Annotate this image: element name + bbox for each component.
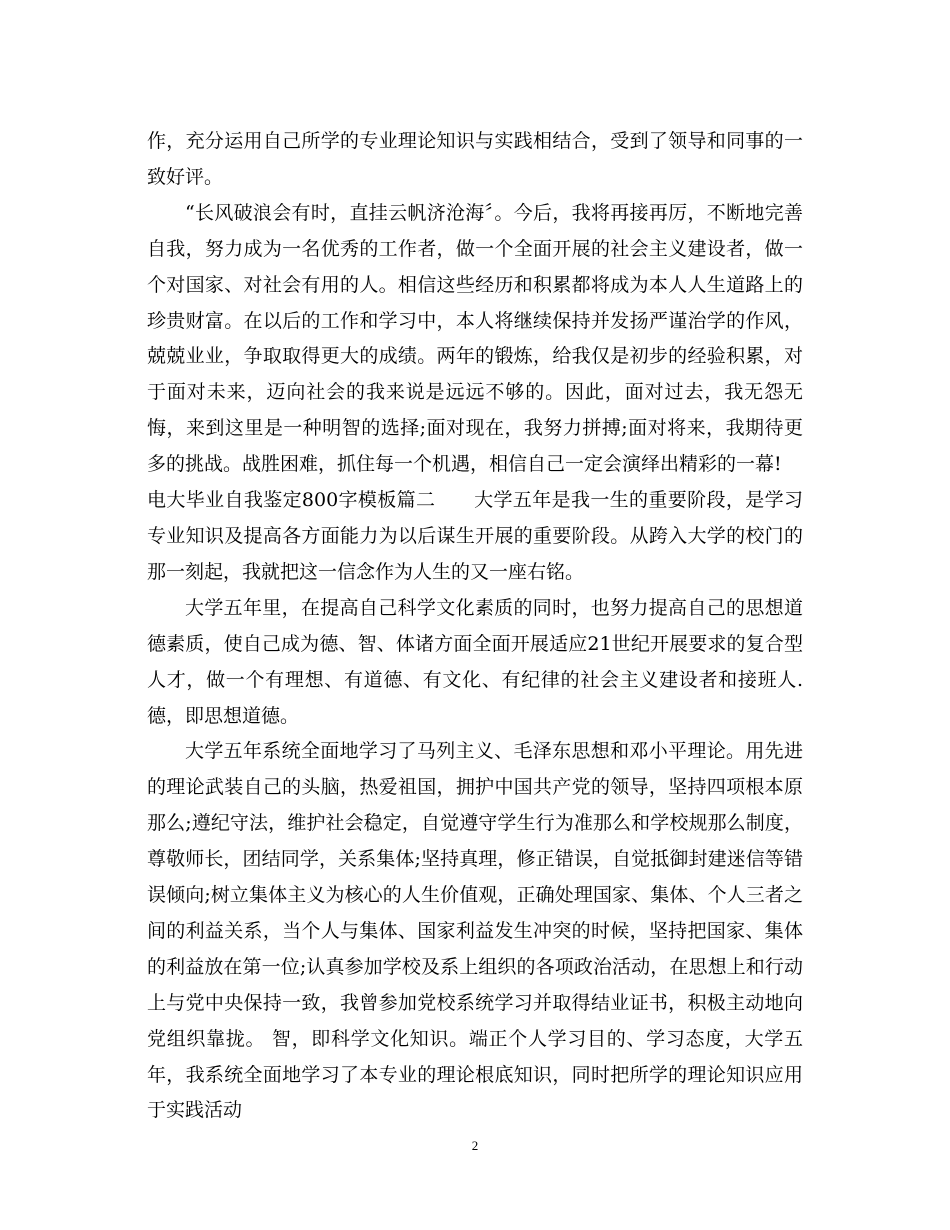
page-number: 2: [471, 1138, 479, 1153]
document-body: [147, 124, 803, 1129]
paragraph-future-plans: “长风破浪会有时，直挂云帆济沧海〞。今后，我将再接再厉，不断地完善自我，努力成为一名优秀的工作者，做一个全面开展的社会主义建设者，做一个对国家、对社会有用的人。相信这些经历和积累都将成为本人人生道路上的珍贵财富。在以后的工作和学习中，本人将继续保持并发扬严谨治学的作风，兢兢业业，争取取得更大的成绩。两年的锻炼，给我仅是初步的经验积累，对于面对未来，迈向社会的我来说是远远不够的。因此，面对过去，我无怨无悔，来到这里是一种明智的选择;面对现在，我努力拼搏;面对将来，我期待更多的挑战。战胜困难，抓住每一个机遇，相信自己一定会演绎出精彩的一幕!: [147, 201, 803, 476]
paragraph-continuation: 作，充分运用自己所学的专业理论知识与实践相结合，受到了领导和同事的一致好评。: [147, 130, 803, 188]
paragraph-political-study: 大学五年系统全面地学习了马列主义、毛泽东思想和邓小平理论。用先进的理论武装自己的头脑，热爱祖国，拥护中国共产党的领导，坚持四项根本原那么;遵纪守法，维护社会稳定，自觉遵守学生行为准那么和学校规那么制度，尊敬师长，团结同学，关系集体;坚持真理，修正错误，自觉抵御封建迷信等错误倾向;树立集体主义为核心的人生价值观，正确处理国家、集体、个人三者之间的利益关系，当个人与集体、国家利益发生冲突的时候，坚持把国家、集体的利益放在第一位;认真参加学校及系上组织的各项政治活动，在思想上和行动上与党中央保持一致，我曾参加党校系统学习并取得结业证书，积极主动地向党组织靠拢。 智，即科学文化知识。端正个人学习目的、学习态度，大学五年，我系统全面地学习了本专业的理论根底知识，同时把所学的理论知识应用于实践活动: [147, 740, 803, 1122]
paragraph-moral-quality: 大学五年里，在提高自己科学文化素质的同时，也努力提高自己的思想道德素质，使自己成为德、智、体诸方面全面开展适应21世纪开展要求的复合型人才，做一个有理想、有道德、有文化、有纪律的社会主义建设者和接班人. 德，即思想道德。: [147, 596, 803, 727]
paragraph-section-heading-intro: 电大毕业自我鉴定800字模板篇二 大学五年是我一生的重要阶段，是学习专业知识及提高各方面能力为以后谋生开展的重要阶段。从跨入大学的校门的那一刻起，我就把这一信念作为人生的又一座右铭。: [147, 489, 803, 583]
